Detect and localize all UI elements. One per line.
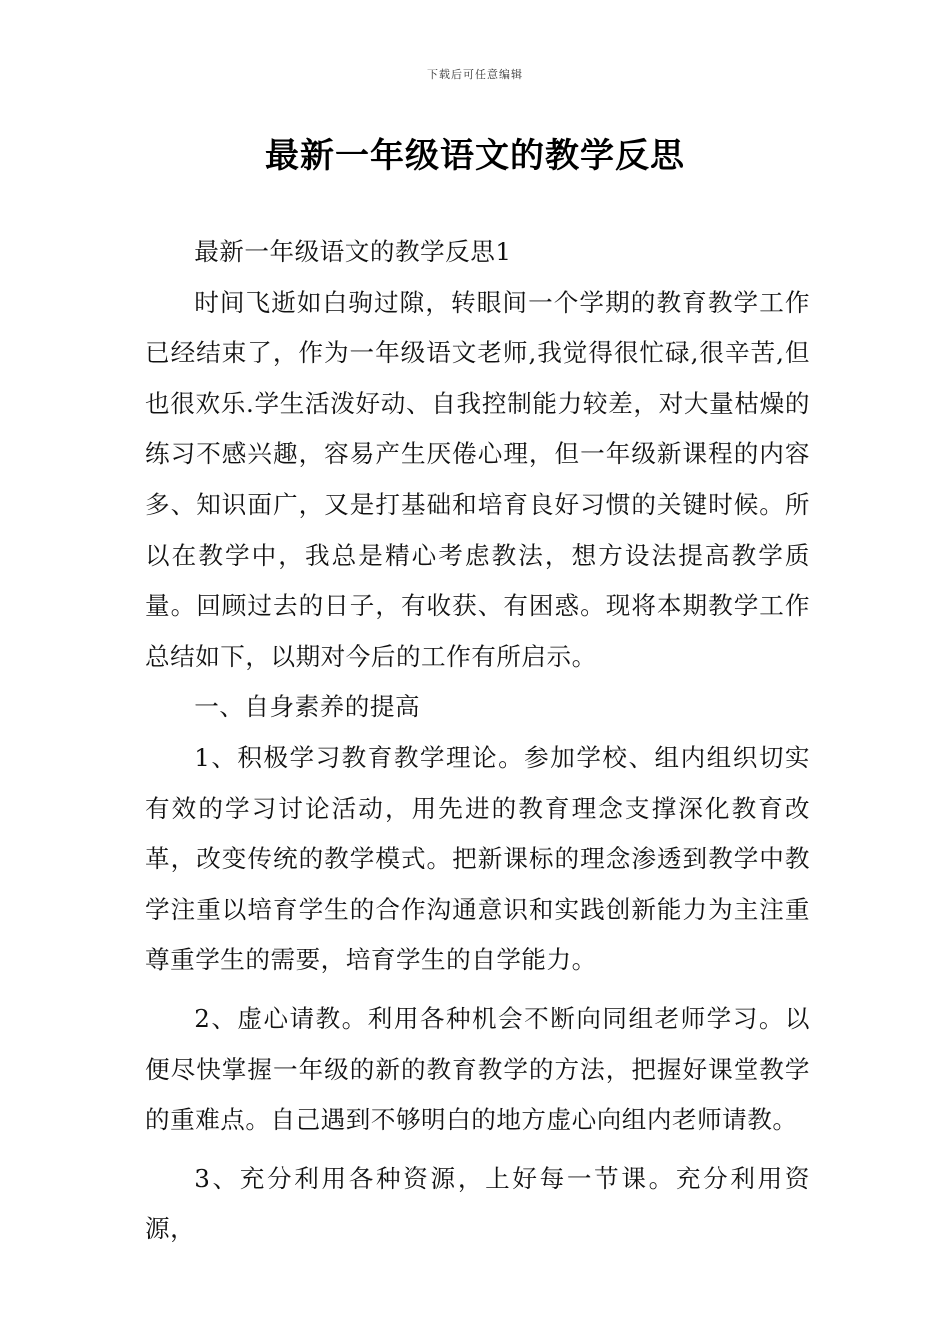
paragraph-item-1: 1、积极学习教育教学理论。参加学校、组内组织切实有效的学习讨论活动，用先进的教育理念支撑深化教育改革，改变传统的教学模式。把新课标的理念渗透到教学中教学注重以培育学生的合作沟通意识和实践创新能力为主注重尊重学生的需要，培育学生的自学能力。 — [145, 742, 810, 975]
header-note: 下载后可任意编辑 — [427, 68, 523, 81]
intro-paragraph: 时间飞逝如白驹过隙，转眼间一个学期的教育教学工作已经结束了，作为一年级语文老师,我觉得很忙碌,很辛苦,但也很欢乐.学生活泼好动、自我控制能力较差，对大量枯燥的练习不感兴趣，容易产生厌倦心理，但一年级新课程的内容多、知识面广，又是打基础和培育良好习惯的关键时候。所以在教学中，我总是精心考虑教法，想方设法提高教学质量。回顾过去的日子，有收获、有困惑。现将本期教学工作总结如下，以期对今后的工作有所启示。 — [145, 287, 810, 671]
paragraph-item-2: 2、虚心请教。利用各种机会不断向同组老师学习。以便尽快掌握一年级的新的教育教学的方法，把握好课堂教学的重难点。自己遇到不够明白的地方虚心向组内老师请教。 — [145, 1003, 810, 1135]
document-body — [145, 227, 810, 1255]
paragraph-item-3: 3、充分利用各种资源，上好每一节课。充分利用资源， — [145, 1163, 810, 1244]
subsection-heading: 一、自身素养的提高 — [194, 692, 421, 722]
document-title: 最新一年级语文的教学反思 — [265, 136, 685, 176]
section-heading: 最新一年级语文的教学反思1 — [194, 237, 512, 266]
